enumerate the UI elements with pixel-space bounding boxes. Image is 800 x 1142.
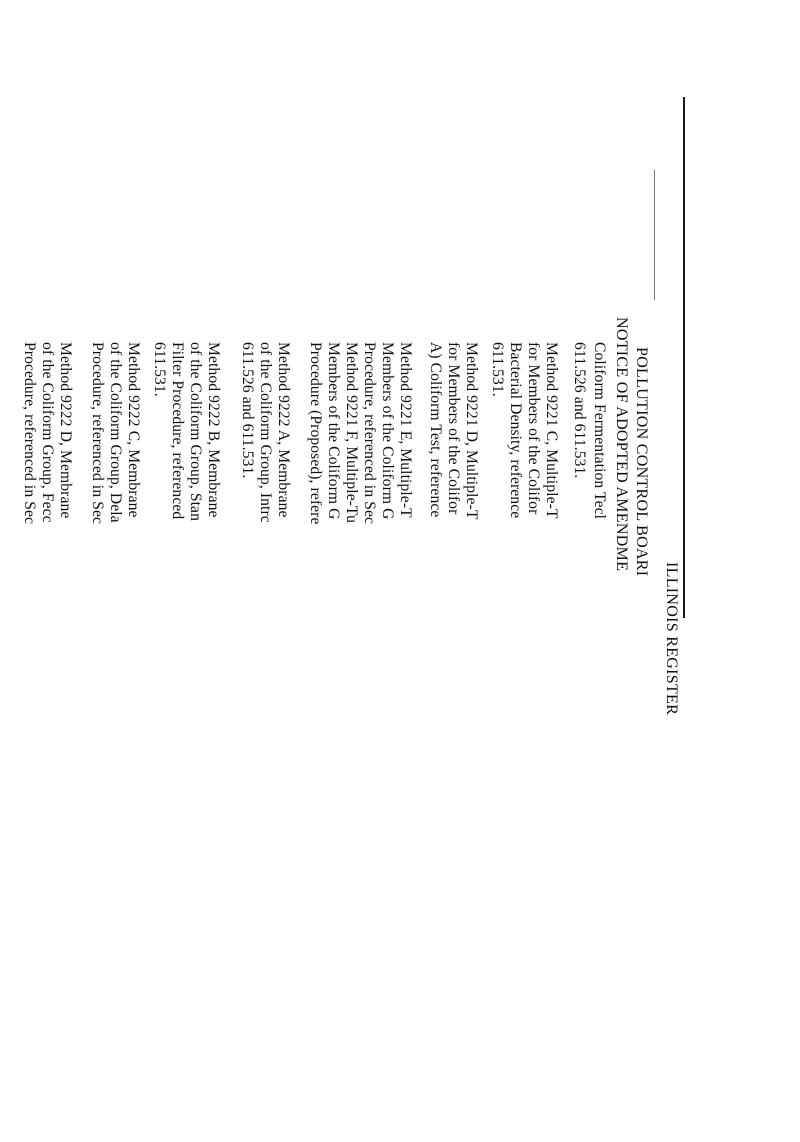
paragraph-method-9222-c-line-3: Procedure, referenced in Sec [89,342,106,525]
paragraph-method-9222-b-line-4: 611.531. [151,342,168,397]
paragraph-method-9222-b-line-1: Method 9222 B, Membrane [205,342,222,518]
paragraph-method-9221-f-line-2: Members of the Coliform G [325,342,342,520]
paragraph-method-9221-d-line-3: A) Coliform Test, reference [427,342,444,518]
paragraph-method-9222-a-line-3: 611.526 and 611.531. [239,342,256,479]
paragraph-method-9221-f-line-1: Method 9221 F, Multiple-Tu [343,342,360,523]
paragraph-method-9222-a-line-1: Method 9222 A, Membrane [275,342,292,518]
paragraph-coliform-fermentation-line-1: Coliform Fermentation Tecl [591,342,608,520]
paragraph-method-9221-d-line-1: Method 9221 D, Multiple-T [463,342,480,520]
paragraph-method-9222-a-line-2: of the Coliform Group, Intrc [257,342,274,523]
paragraph-method-9222-b-line-3: Filter Procedure, referenced [169,342,186,520]
paragraph-method-9221-e-line-3: Procedure, referenced in Sec [361,342,378,525]
notice-title: NOTICE OF ADOPTED AMENDME [613,317,630,572]
paragraph-method-9222-d-line-1: Method 9222 D, Membrane [57,342,74,519]
paragraph-method-9221-c-line-4: 611.531. [489,342,506,397]
paragraph-coliform-fermentation-line-2: 611.526 and 611.531. [571,342,588,479]
paragraph-method-9222-d-line-2: of the Coliform Group, Fecc [39,342,56,523]
paragraph-method-9221-c-line-2: for Members of the Colifor [525,342,542,515]
rotated-document-text [21,317,690,1142]
paragraph-method-9221-f-line-3: Procedure (Proposed), refere [307,342,324,525]
paragraph-method-9222-c-line-2: of the Coliform Group, Dela [107,342,124,523]
register-title: ILLINOIS REGISTER [663,562,680,716]
paragraph-method-9221-e-line-2: Members of the Coliform G [379,342,396,520]
register-margin-mark [654,170,655,300]
board-title: POLLUTION CONTROL BOARI [633,347,650,577]
paragraph-method-9221-c-line-3: Bacterial Density, reference [507,342,524,519]
paragraph-method-9221-c-line-1: Method 9221 C, Multiple-T [543,342,560,519]
paragraph-method-9221-d-line-2: for Members of the Colifor [445,342,462,515]
paragraph-method-9222-b-line-2: of the Coliform Group, Stan [187,342,204,521]
paragraph-method-9221-e-line-1: Method 9221 E, Multiple-T [397,342,414,518]
paragraph-method-9222-d-line-3: Procedure, referenced in Sec [21,342,38,525]
paragraph-method-9222-c-line-1: Method 9222 C, Membrane [125,342,142,518]
